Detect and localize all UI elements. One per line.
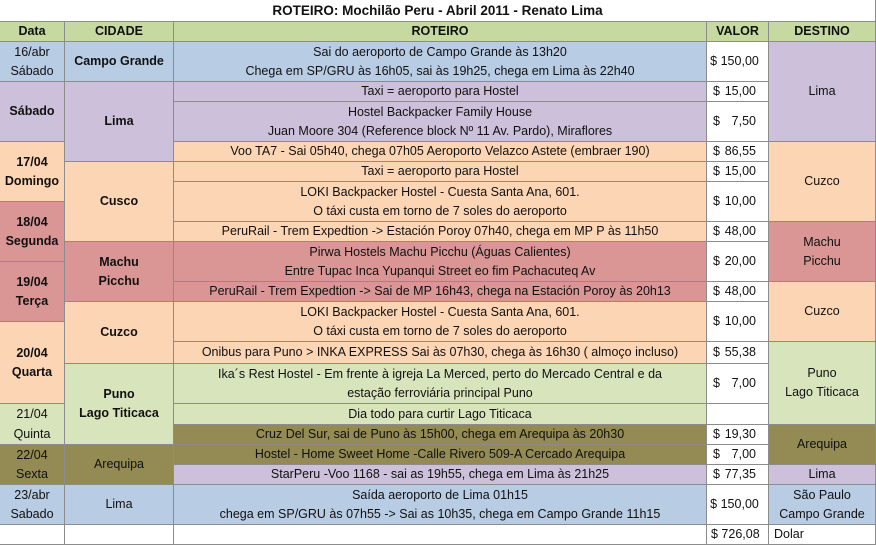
date-day: 18/04: [16, 214, 48, 229]
roteiro-line: LOKI Backpacker Hostel - Cuesta Santa Ana, 601.: [300, 184, 580, 199]
date-cell: [0, 202, 65, 262]
date-day: 19/04: [16, 274, 48, 289]
roteiro-line: Saída aeroporto de Lima 01h15: [352, 487, 528, 502]
currency-symbol: $: [713, 114, 720, 128]
valor-cell: [707, 222, 769, 242]
destino-line: Lago Titicaca: [785, 385, 859, 399]
roteiro-cell: [174, 222, 707, 242]
currency-symbol: $: [713, 314, 720, 328]
date-cell: Sexta: [0, 465, 65, 485]
total-blank: [174, 525, 707, 545]
amount: 150,00: [720, 54, 759, 68]
amount: 10,00: [724, 194, 756, 208]
destino-cell: Cuzco: [769, 142, 876, 222]
roteiro-cell: [174, 465, 707, 485]
roteiro-cell: [174, 142, 707, 162]
city-line: Lago Titicaca: [79, 406, 159, 420]
roteiro-cell: [174, 364, 707, 404]
roteiro-line: Cruz Del Sur, sai de Puno às 15h00, chega em Arequipa às 20h30: [255, 427, 625, 441]
date-weekday: Quarta: [11, 364, 53, 379]
date-cell: 21/04: [0, 404, 65, 425]
valor-cell: [707, 342, 769, 364]
total-value: $ 726,08: [707, 525, 769, 545]
amount: 7,00: [731, 376, 756, 390]
roteiro-cell: [174, 282, 707, 302]
valor-cell: [707, 242, 769, 282]
roteiro-line: PeruRail - Trem Expedtion -> Estación Poroy 07h40, chega em MP P às 11h50: [221, 224, 659, 238]
destino-cell: Cuzco: [769, 282, 876, 342]
amount: 15,00: [724, 84, 756, 98]
roteiro-cell: [174, 182, 707, 222]
destino-cell: Arequipa: [769, 425, 876, 465]
destino-line: Machu: [803, 234, 841, 249]
city-line: Machu: [99, 254, 139, 269]
date-day: 17/04: [16, 154, 48, 169]
destino-line: Campo Grande: [779, 506, 865, 521]
valor-cell: [707, 162, 769, 182]
date-cell: 16/abr: [0, 42, 65, 62]
roteiro-line: Sai do aeroporto de Campo Grande às 13h20: [313, 44, 567, 59]
currency-symbol: $: [713, 84, 720, 98]
valor-cell: [707, 404, 769, 425]
valor-cell: [707, 445, 769, 465]
currency-symbol: $: [713, 164, 720, 178]
date-weekday: Terça: [15, 293, 49, 308]
date-cell: Quinta: [0, 425, 65, 445]
roteiro-line: Ika´s Rest Hostel - Em frente à igreja La Merced, perto do Mercado Central e da: [218, 366, 662, 381]
destino-line: Picchu: [803, 253, 841, 268]
header-cidade: CIDADE: [65, 22, 174, 42]
roteiro-line: Taxi = aeroporto para Hostel: [361, 164, 519, 178]
destino-cell: [769, 485, 876, 525]
header-valor: VALOR: [707, 22, 769, 42]
header-roteiro: ROTEIRO: [174, 22, 707, 42]
city-cell: Lima: [65, 82, 174, 162]
roteiro-cell: [174, 342, 707, 364]
roteiro-cell: [174, 82, 707, 102]
roteiro-line: Hostel - Home Sweet Home -Calle Rivero 509-A Cercado Arequipa: [254, 447, 626, 461]
amount: 48,00: [724, 224, 756, 238]
city-cell: [65, 242, 174, 302]
amount: 7,00: [731, 447, 756, 461]
city-cell: [65, 364, 174, 445]
amount: 86,55: [724, 144, 756, 158]
currency-symbol: $: [713, 467, 720, 481]
valor-cell: [707, 425, 769, 445]
date-day: 20/04: [16, 345, 48, 360]
amount: 7,50: [731, 114, 756, 128]
roteiro-line: Voo TA7 - Sai 05h40, chega 07h05 Aeroporto Velazco Astete (embraer 190): [230, 144, 650, 158]
date-cell: [0, 142, 65, 202]
header-destino: DESTINO: [769, 22, 876, 42]
destino-cell: [769, 342, 876, 425]
total-blank: [65, 525, 174, 545]
amount: 48,00: [724, 284, 756, 298]
valor-cell: [707, 42, 769, 82]
date-cell: 23/abr: [0, 485, 65, 505]
valor-cell: [707, 82, 769, 102]
city-cell: Arequipa: [65, 445, 174, 485]
roteiro-cell: [174, 102, 707, 142]
valor-cell: [707, 282, 769, 302]
date-cell: Sábado: [0, 62, 65, 82]
destino-cell: [769, 222, 876, 282]
roteiro-cell: [174, 162, 707, 182]
roteiro-cell: [174, 302, 707, 342]
currency-symbol: $: [710, 497, 718, 511]
roteiro-line: Juan Moore 304 (Reference block Nº 11 Av. Pardo), Miraflores: [267, 123, 613, 138]
roteiro-cell: [174, 42, 707, 82]
roteiro-line: Pirwa Hostels Machu Picchu (Águas Calientes): [309, 244, 571, 259]
amount: 77,35: [724, 467, 756, 481]
date-cell: Sabado: [0, 505, 65, 525]
city-cell: Cusco: [65, 162, 174, 242]
currency-symbol: $: [710, 54, 718, 68]
valor-cell: [707, 142, 769, 162]
amount: 150,00: [720, 497, 759, 511]
currency-symbol: $: [713, 447, 720, 461]
roteiro-line: Hostel Backpacker Family House: [347, 104, 533, 119]
roteiro-line: O táxi custa em torno de 7 soles do aeroporto: [313, 323, 567, 338]
city-cell: Campo Grande: [65, 42, 174, 82]
roteiro-line: estação ferroviária principal Puno: [347, 385, 533, 400]
currency-symbol: $: [713, 284, 720, 298]
currency-symbol: $: [713, 376, 720, 390]
total-blank: [0, 525, 65, 545]
date-weekday: Domingo: [4, 173, 60, 188]
roteiro-line: LOKI Backpacker Hostel - Cuesta Santa Ana, 601.: [300, 304, 580, 319]
valor-cell: [707, 102, 769, 142]
roteiro-line: Onibus para Puno > INKA EXPRESS Sai às 07h30, chega às 16h30 ( almoço incluso): [201, 345, 679, 359]
amount: 19,30: [724, 427, 756, 441]
date-cell: [0, 322, 65, 404]
currency-symbol: $: [713, 194, 720, 208]
roteiro-line: StarPeru -Voo 1168 - sai as 19h55, chega em Lima às 21h25: [270, 467, 610, 481]
destino-cell: Lima: [769, 42, 876, 142]
amount: 10,00: [724, 314, 756, 328]
amount: 15,00: [724, 164, 756, 178]
currency-symbol: $: [713, 224, 720, 238]
table-title: ROTEIRO: Mochilão Peru - Abril 2011 - Renato Lima: [0, 0, 876, 22]
date-weekday: Segunda: [5, 233, 59, 248]
date-cell: 22/04: [0, 445, 65, 465]
roteiro-line: Entre Tupac Inca Yupanqui Street eo fim Pachacuteq Av: [284, 263, 596, 278]
currency-symbol: $: [713, 427, 720, 441]
date-cell: Sábado: [0, 82, 65, 142]
roteiro-line: Taxi = aeroporto para Hostel: [361, 84, 519, 98]
currency-symbol: $: [713, 144, 720, 158]
roteiro-cell: [174, 485, 707, 525]
date-cell: [0, 262, 65, 322]
roteiro-cell: [174, 425, 707, 445]
destino-line: Puno: [807, 366, 837, 380]
roteiro-cell: [174, 404, 707, 425]
roteiro-line: Dia todo para curtir Lago Titicaca: [348, 406, 532, 421]
currency-symbol: $: [713, 345, 720, 359]
destino-cell: Lima: [769, 465, 876, 485]
roteiro-line: PeruRail - Trem Expedtion -> Sai de MP 16h43, chega na Estación Poroy às 20h13: [209, 284, 671, 298]
roteiro-cell: [174, 242, 707, 282]
valor-cell: [707, 364, 769, 404]
valor-cell: [707, 485, 769, 525]
header-data: Data: [0, 22, 65, 42]
destino-line: São Paulo: [793, 487, 851, 502]
city-line: Puno: [103, 387, 135, 401]
currency-symbol: $: [713, 254, 720, 268]
valor-cell: [707, 302, 769, 342]
city-cell: Lima: [65, 485, 174, 525]
city-cell: Cuzco: [65, 302, 174, 364]
amount: 20,00: [724, 254, 756, 268]
valor-cell: [707, 182, 769, 222]
roteiro-line: chega em SP/GRU às 07h55 -> Sai as 10h35, chega em Campo Grande 11h15: [219, 506, 661, 521]
roteiro-line: Chega em SP/GRU às 16h05, sai às 19h25, chega em Lima às 22h40: [245, 63, 635, 78]
total-currency: Dolar: [769, 525, 876, 545]
roteiro-line: O táxi custa em torno de 7 soles do aeroporto: [313, 203, 567, 218]
roteiro-cell: [174, 445, 707, 465]
valor-cell: [707, 465, 769, 485]
amount: 55,38: [724, 345, 756, 359]
city-line: Picchu: [98, 273, 140, 288]
